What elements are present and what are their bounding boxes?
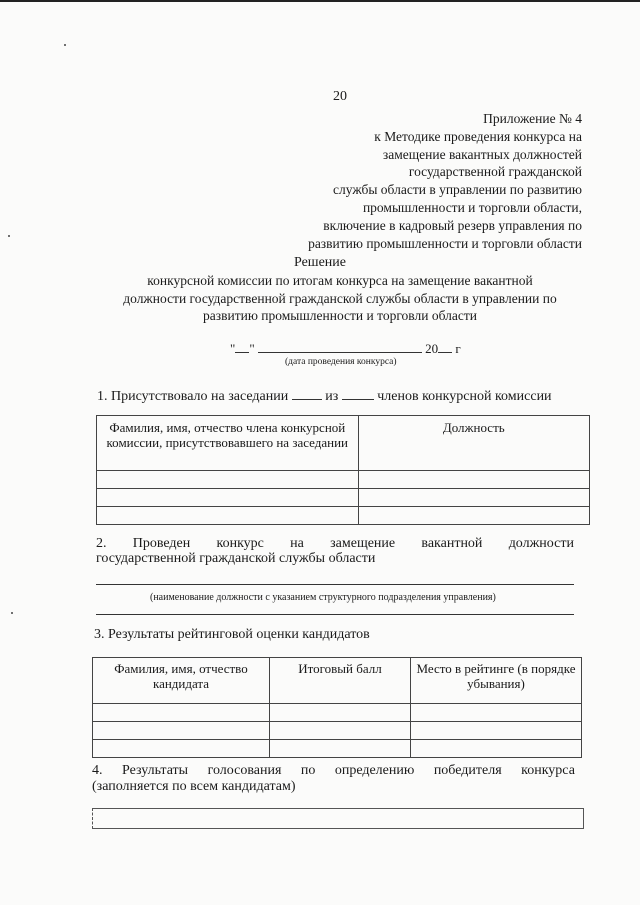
header-cell-name: Фамилия, имя, отчество члена конкурсной комиссии, присутствовавшего на заседании bbox=[97, 416, 359, 471]
section1-heading bbox=[97, 388, 552, 405]
decision-subtitle bbox=[98, 272, 582, 325]
table-cell[interactable] bbox=[93, 704, 270, 722]
table-row bbox=[93, 722, 582, 740]
table-row bbox=[97, 471, 590, 489]
section1-text: 1. Присутствовало на заседании bbox=[97, 389, 289, 404]
close-quote: " bbox=[249, 341, 255, 356]
table-header-row bbox=[97, 416, 590, 471]
decision-line: развитию промышленности и торговли области bbox=[203, 308, 477, 323]
position-caption: (наименование должности с указанием структурного подразделения управления) bbox=[150, 592, 496, 603]
day-blank[interactable] bbox=[235, 340, 249, 353]
table-cell[interactable] bbox=[93, 722, 270, 740]
section2-word: конкурс bbox=[216, 536, 264, 551]
table-cell[interactable] bbox=[411, 704, 582, 722]
section4-word: определению bbox=[334, 763, 415, 778]
decision-line: конкурсной комиссии по итогам конкурса на замещение вакантной bbox=[147, 273, 533, 288]
open-quote: " bbox=[230, 341, 236, 356]
appendix-line: промышленности и торговли области, bbox=[362, 199, 582, 215]
members-table bbox=[96, 415, 590, 525]
section4-line2: (заполняется по всем кандидатам) bbox=[92, 779, 296, 794]
header-cell-rank: Место в рейтинге (в порядке убывания) bbox=[411, 658, 582, 704]
month-blank[interactable] bbox=[258, 340, 422, 353]
year-blank[interactable] bbox=[438, 340, 452, 353]
appendix-line: службы области в управлении по развитию bbox=[333, 182, 582, 198]
table-cell[interactable] bbox=[411, 722, 582, 740]
appendix-line: Приложение № 4 bbox=[483, 111, 582, 126]
section4-heading bbox=[92, 763, 575, 779]
section2-line2: государственной гражданской службы области bbox=[96, 551, 376, 566]
table-header-row bbox=[93, 658, 582, 704]
date-caption: (дата проведения конкурса) bbox=[285, 357, 397, 367]
position-name-line[interactable] bbox=[96, 584, 574, 585]
table-cell[interactable] bbox=[411, 740, 582, 758]
section2-word: на bbox=[290, 536, 304, 551]
section3-heading: 3. Результаты рейтинговой оценки кандидатов bbox=[94, 627, 370, 642]
table-row bbox=[93, 704, 582, 722]
section4-word: конкурса bbox=[521, 763, 575, 778]
appendix-line: замещение вакантных должностей bbox=[382, 146, 582, 162]
section4-word: 4. bbox=[92, 763, 103, 778]
table-cell[interactable] bbox=[358, 489, 589, 507]
section4-word: Результаты bbox=[121, 763, 189, 778]
section2-word: должности bbox=[508, 536, 574, 551]
header-cell-candidate: Фамилия, имя, отчество кандидата bbox=[93, 658, 270, 704]
section2-word: вакантной bbox=[421, 536, 483, 551]
appendix-line: государственной гражданской bbox=[408, 164, 582, 180]
table-row bbox=[97, 489, 590, 507]
decision-line: должности государственной гражданской службы области в управлении по bbox=[123, 290, 557, 306]
section2-word: замещение bbox=[330, 536, 396, 551]
voting-table-fragment bbox=[92, 808, 584, 829]
table-cell[interactable] bbox=[270, 740, 411, 758]
section2-heading bbox=[96, 536, 574, 552]
appendix-line: развитию промышленности и торговли области bbox=[308, 235, 582, 251]
year-suffix: г bbox=[455, 341, 461, 356]
section1-text: из bbox=[325, 389, 339, 404]
header-cell-position: Должность bbox=[358, 416, 589, 471]
section2-word: 2. bbox=[96, 536, 107, 551]
table-cell[interactable] bbox=[270, 704, 411, 722]
position-name-line-2[interactable] bbox=[96, 614, 574, 615]
appendix-line: включение в кадровый резерв управления по bbox=[323, 217, 582, 233]
table-cell[interactable] bbox=[270, 722, 411, 740]
date-line bbox=[230, 340, 461, 357]
section4-word: победителя bbox=[433, 763, 502, 778]
header-cell-score: Итоговый балл bbox=[270, 658, 411, 704]
table-row bbox=[93, 740, 582, 758]
year-prefix: 20 bbox=[425, 341, 439, 356]
table-cell[interactable] bbox=[97, 489, 359, 507]
table-cell[interactable] bbox=[97, 471, 359, 489]
section1-text: членов конкурсной комиссии bbox=[377, 389, 552, 404]
section4-word: по bbox=[300, 763, 316, 778]
scan-speck bbox=[11, 612, 13, 614]
total-count-blank[interactable] bbox=[342, 388, 374, 400]
table-cell[interactable] bbox=[358, 471, 589, 489]
scan-speck bbox=[8, 235, 10, 237]
page-number: 20 bbox=[333, 89, 347, 104]
table-cell[interactable] bbox=[93, 740, 270, 758]
appendix-line: к Методике проведения конкурса на bbox=[374, 128, 582, 144]
top-border-line bbox=[0, 0, 640, 2]
table-cell[interactable] bbox=[358, 507, 589, 525]
present-count-blank[interactable] bbox=[292, 388, 322, 400]
table-cell[interactable] bbox=[97, 507, 359, 525]
section4-word: голосования bbox=[207, 763, 282, 778]
decision-title: Решение bbox=[293, 255, 346, 270]
table-row bbox=[97, 507, 590, 525]
appendix-header bbox=[202, 110, 582, 252]
scan-speck bbox=[64, 44, 66, 46]
rating-table bbox=[92, 657, 582, 758]
section2-word: Проведен bbox=[132, 536, 191, 551]
